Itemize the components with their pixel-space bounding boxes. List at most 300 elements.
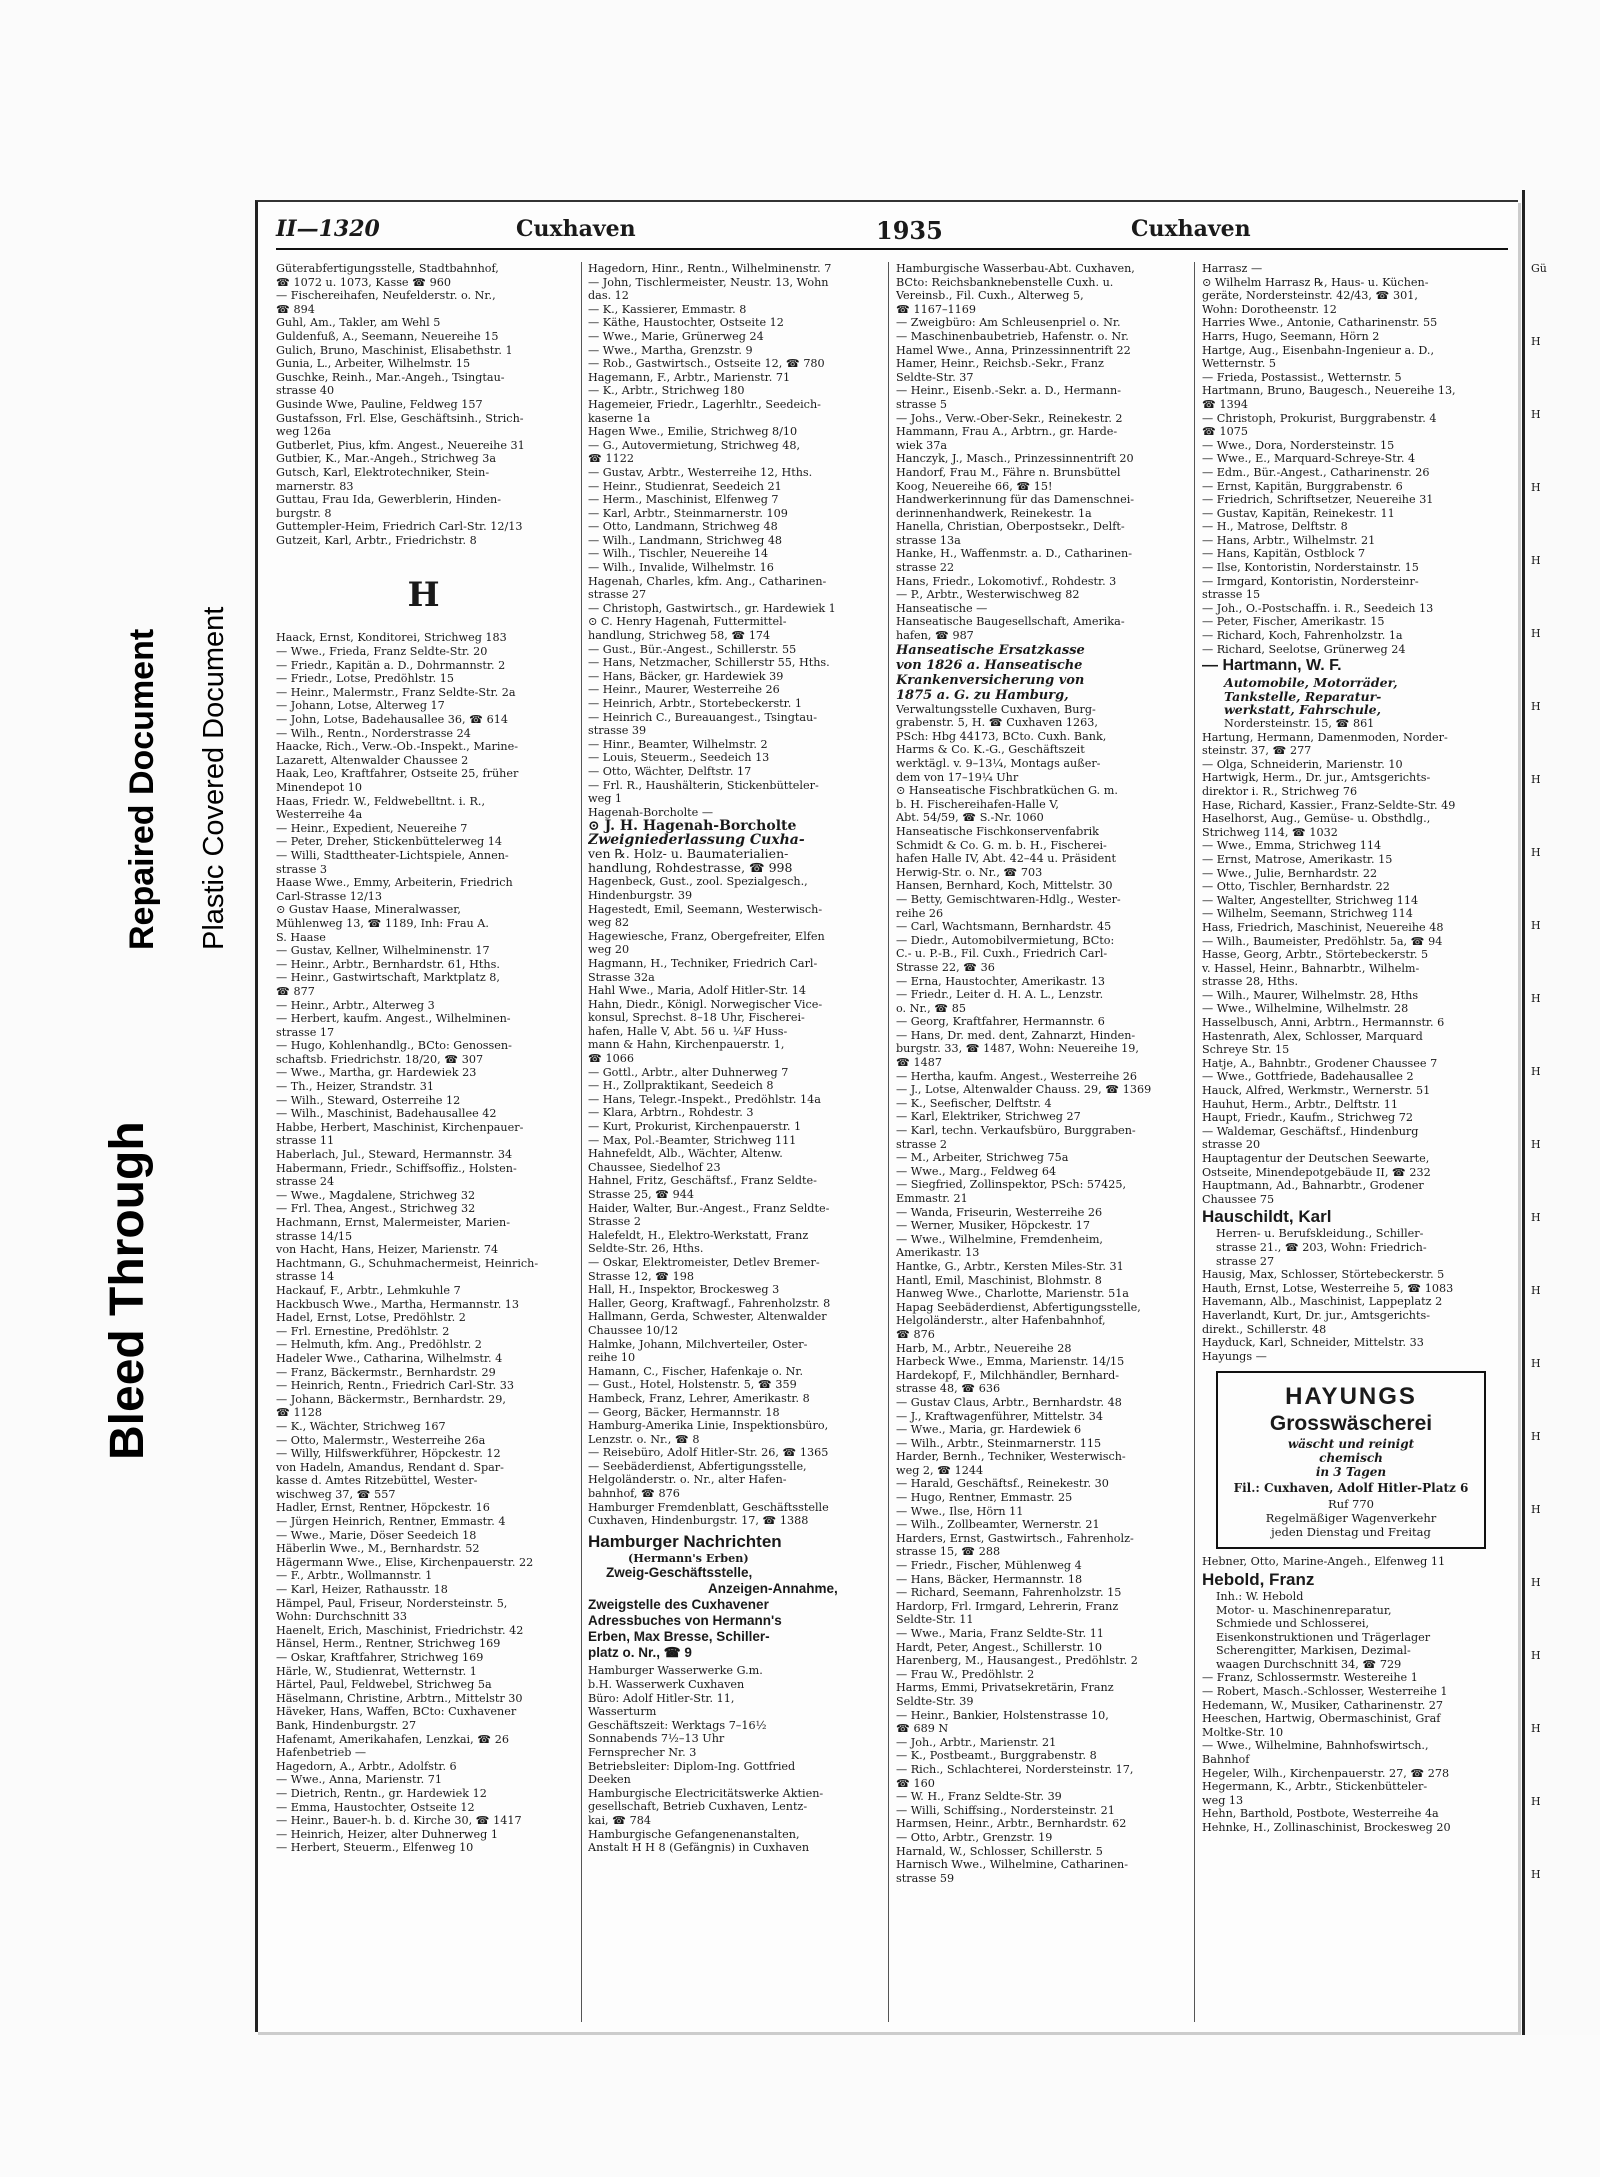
- directory-entry: Halmke, Johann, Milchverteiler, Oster-: [588, 1337, 808, 1351]
- directory-entry: Hagen Wwe., Emilie, Strichweg 8/10: [588, 425, 798, 439]
- page-header: [276, 214, 1508, 250]
- directory-entry: Strasse 22, ☎ 36: [896, 960, 995, 974]
- directory-entry: Gutberlet, Pius, kfm. Angest., Neuereihe 31: [276, 438, 525, 452]
- directory-entry: Helgoländerstr. o. Nr., alter Hafen-: [588, 1473, 787, 1487]
- directory-entry: Schmidt & Co. G. m. b. H., Fischerei-: [896, 838, 1107, 852]
- adjacent-page-letter: H: [1531, 554, 1541, 567]
- directory-entry: Hanseatische —: [896, 601, 988, 615]
- directory-entry: — W. H., Franz Seldte-Str. 39: [896, 1790, 1062, 1804]
- directory-entry: Hegermann, K., Arbtr., Stickenbütteler-: [1202, 1780, 1428, 1794]
- directory-entry: Hambeck, Franz, Lehrer, Amerikastr. 8: [588, 1391, 810, 1405]
- directory-entry: Chaussee 75: [1202, 1192, 1275, 1206]
- directory-entry: — Hans, Bäcker, Hermannstr. 18: [896, 1572, 1083, 1586]
- directory-entry: Hahl Wwe., Maria, Adolf Hitler-Str. 14: [588, 984, 806, 998]
- directory-entry: ☎ 1075: [1202, 425, 1248, 439]
- directory-entry: Hardorp, Frl. Irmgard, Lehrerin, Franz: [896, 1599, 1119, 1613]
- ad-line: ⊙ J. H. Hagenah-Borcholte: [588, 819, 797, 834]
- directory-entry: — Frieda, Postassist., Wetternstr. 5: [1202, 370, 1402, 384]
- directory-entry: — Karl, Heizer, Rathausstr. 18: [276, 1583, 448, 1597]
- directory-page: [255, 200, 1518, 2032]
- directory-entry: Hamburgische Wasserbau-Abt. Cuxhaven,: [896, 262, 1135, 275]
- directory-entry: Hagewiesche, Franz, Obergefreiter, Elfen: [588, 929, 825, 943]
- header-title-left: Cuxhaven: [516, 216, 636, 242]
- directory-entry: — Frau W., Predöhlstr. 2: [896, 1667, 1035, 1681]
- directory-entry: — Frl. Ernestine, Predöhlstr. 2: [276, 1324, 450, 1338]
- directory-entry: — Herbert, Steuerm., Elfenweg 10: [276, 1841, 474, 1855]
- directory-entry: Hagenah, Charles, kfm. Ang., Catharinen-: [588, 574, 827, 588]
- directory-entry: Haack, Ernst, Konditorei, Strichweg 183: [276, 631, 507, 645]
- bleed-through-label: Bleed Through: [101, 1121, 154, 1460]
- directory-entry: Guschke, Reinh., Mar.-Angeh., Tsingtau-: [276, 370, 505, 384]
- directory-entry: Hase, Richard, Kassier., Franz-Seldte-Str. 49: [1202, 798, 1456, 812]
- directory-entry: strasse 48, ☎ 636: [896, 1382, 1001, 1396]
- column-2-entries: [588, 262, 883, 819]
- directory-entry: — Otto, Landmann, Strichweg 48: [588, 520, 778, 534]
- ad-line: Krankenversicherung von: [896, 672, 1085, 688]
- directory-entry: Hämpel, Paul, Friseur, Nordersteinstr. 5,: [276, 1596, 508, 1610]
- directory-entry: Hantl, Emil, Maschinist, Blohmstr. 8: [896, 1273, 1102, 1287]
- directory-entry: — Gust., Hotel, Holstenstr. 5, ☎ 359: [588, 1378, 797, 1392]
- directory-entry: — Olga, Schneiderin, Marienstr. 10: [1202, 757, 1403, 771]
- adjacent-page-letter: H: [1531, 1138, 1541, 1151]
- hartmann-ad: [1202, 656, 1502, 730]
- directory-entry: Hehn, Barthold, Postbote, Westerreihe 4a: [1202, 1807, 1439, 1821]
- directory-entry: b. H. Fischereihafen-Halle V,: [896, 797, 1059, 811]
- directory-entry: Gutbier, K., Mar.-Angeh., Strichweg 3a: [276, 452, 497, 466]
- directory-entry: — Hinr., Beamter, Wilhelmstr. 2: [588, 737, 768, 751]
- directory-entry: ☎ 1487: [896, 1056, 942, 1070]
- directory-entry: — Hugo, Rentner, Emmastr. 25: [896, 1491, 1073, 1505]
- directory-entry: Strasse 25, ☎ 944: [588, 1188, 695, 1201]
- directory-entry: Hackauf, F., Arbtr., Lehmkuhle 7: [276, 1283, 461, 1297]
- directory-entry: — Heinr., Arbtr., Alterweg 3: [276, 998, 435, 1012]
- directory-entry: Hindenburgstr. 39: [588, 888, 693, 902]
- directory-entry: strasse 59: [896, 1871, 955, 1885]
- directory-entry: Chaussee 10/12: [588, 1323, 679, 1337]
- directory-entry: Hauck, Alfred, Werkmstr., Wernerstr. 51: [1202, 1084, 1431, 1098]
- directory-entry: — Johann, Bäckermstr., Bernhardstr. 29,: [276, 1392, 506, 1406]
- ad-line: Motor- u. Maschinenreparatur,: [1216, 1603, 1392, 1617]
- directory-entry: — F., Arbtr., Wollmannstr. 1: [276, 1569, 433, 1583]
- directory-entry: — Hans, Bäcker, gr. Hardewiek 39: [588, 669, 784, 683]
- ad-line: Anzeigen-Annahme,: [708, 1581, 838, 1597]
- directory-entry: — Käthe, Haustochter, Ostseite 12: [588, 316, 784, 330]
- directory-entry: kai, ☎ 784: [588, 1813, 651, 1827]
- directory-entry: — Friedr., Lotse, Predöhlstr. 15: [276, 672, 455, 686]
- directory-entry: Hagedorn, Hinr., Rentn., Wilhelminenstr. 7: [588, 262, 832, 275]
- directory-entry: — Hugo, Kohlenhandlg., BCto: Genossen-: [276, 1039, 512, 1053]
- directory-entry: Hanseatische Fischkonservenfabrik: [896, 824, 1099, 838]
- directory-entry: gesellschaft, Betrieb Cuxhaven, Lentz-: [588, 1800, 808, 1814]
- directory-entry: — Zweigbüro: Am Schleusenpriel o. Nr.: [896, 316, 1121, 330]
- directory-entry: Guhl, Am., Takler, am Wehl 5: [276, 316, 441, 330]
- directory-entry: Haberlach, Jul., Steward, Hermannstr. 34: [276, 1148, 513, 1162]
- adjacent-page-edge: [1522, 190, 1600, 2035]
- directory-entry: — Johs., Verw.-Ober-Sekr., Reinekestr. 2: [896, 411, 1123, 425]
- directory-entry: — Wilh., Maurer, Wilhelmstr. 28, Hths: [1202, 988, 1419, 1002]
- directory-entry: — Wwe., Martha, gr. Hardewiek 23: [276, 1066, 477, 1080]
- directory-entry: Hafenamt, Amerikahafen, Lenzkai, ☎ 26: [276, 1732, 509, 1746]
- directory-entry: — Heinr., Gastwirtschaft, Marktplatz 8,: [276, 971, 500, 985]
- directory-entry: strasse 22: [896, 561, 955, 575]
- directory-entry: — Christoph, Prokurist, Burggrabenstr. 4: [1202, 411, 1437, 425]
- directory-entry: kaserne 1a: [588, 411, 651, 425]
- ad-line: Nordersteinstr. 15, ☎ 861: [1224, 717, 1375, 730]
- directory-entry: Wetternstr. 5: [1202, 357, 1276, 371]
- directory-entry: hafen, ☎ 987: [896, 629, 974, 643]
- directory-entry: Minendepot 10: [276, 781, 363, 794]
- ad-heading: Hauschildt, Karl: [1202, 1207, 1332, 1227]
- ad-line: werkstatt, Fahrschule,: [1224, 703, 1381, 717]
- directory-entry: — Richard, Koch, Fahrenholzstr. 1a: [1202, 629, 1403, 643]
- directory-entry: Hamann, C., Fischer, Hafenkaje o. Nr.: [588, 1364, 804, 1378]
- directory-entry: ☎ 894: [276, 302, 315, 316]
- directory-entry: — Kurt, Prokurist, Kirchenpauerstr. 1: [588, 1120, 802, 1134]
- directory-entry: Hasselbusch, Anni, Arbtrn., Hermannstr. 6: [1202, 1016, 1445, 1030]
- directory-entry: Hahnel, Fritz, Geschäftsf., Franz Seldte-: [588, 1174, 817, 1188]
- directory-entry: Haselhorst, Aug., Gemüse- u. Obsthdlg.,: [1202, 812, 1431, 826]
- directory-entry: BCto: Reichsbanknebenstelle Cuxh. u.: [896, 275, 1114, 289]
- directory-entry: Hamer, Heinr., Reichsb.-Sekr., Franz: [896, 357, 1104, 371]
- column-4-entries-e: [1202, 1671, 1502, 1834]
- directory-entry: Moltke-Str. 10: [1202, 1725, 1284, 1739]
- directory-entry: — Heinr., Maurer, Westerreihe 26: [588, 683, 780, 697]
- ad-line: jeden Dienstag und Freitag: [1271, 1525, 1431, 1540]
- directory-entry: steinstr. 37, ☎ 277: [1202, 744, 1312, 758]
- directory-entry: — K., Postbeamt., Burggrabenstr. 8: [896, 1749, 1097, 1763]
- directory-entry: Deeken: [588, 1773, 631, 1787]
- directory-entry: — Heinrich C., Bureauangest., Tsingtau-: [588, 710, 818, 724]
- directory-entry: — Waldemar, Geschäftsf., Hindenburg: [1202, 1124, 1419, 1138]
- directory-entry: Gunia, L., Arbeiter, Wilhelmstr. 15: [276, 357, 471, 371]
- adjacent-page-letter: H: [1531, 992, 1541, 1005]
- directory-entry: Geschäftszeit: Werktags 7–16½: [588, 1718, 767, 1732]
- directory-entry: Harmsen, Heinr., Arbtr., Bernhardstr. 62: [896, 1817, 1127, 1831]
- directory-entry: Hebner, Otto, Marine-Angeh., Elfenweg 11: [1202, 1555, 1446, 1569]
- directory-entry: Amerikastr. 13: [896, 1246, 980, 1260]
- directory-entry: — Heinrich, Arbtr., Stortebeckerstr. 1: [588, 697, 803, 710]
- directory-entry: — Walter, Angestellter, Strichweg 114: [1202, 893, 1419, 907]
- directory-entry: — Wilh., Invalide, Wilhelmstr. 16: [588, 561, 774, 575]
- directory-entry: Carl-Strasse 12/13: [276, 889, 383, 903]
- ad-line: Herren- u. Berufskleidung., Schiller-: [1216, 1227, 1424, 1241]
- ad-line: Fil.: Cuxhaven, Adolf Hitler-Platz 6: [1233, 1481, 1469, 1496]
- directory-entry: — Heinr., Bauer-h. b. d. Kirche 30, ☎ 1417: [276, 1814, 522, 1828]
- header-title-right: Cuxhaven: [1131, 216, 1251, 242]
- directory-entry: Haupt, Friedr., Kaufm., Strichweg 72: [1202, 1111, 1414, 1125]
- directory-entry: ☎ 1122: [588, 452, 634, 466]
- directory-entry: — K., Arbtr., Strichweg 180: [588, 384, 745, 398]
- directory-entry: Koog, Neuereihe 66, ☎ 15!: [896, 479, 1053, 493]
- adjacent-page-letter: H: [1531, 700, 1541, 713]
- directory-entry: strasse 24: [276, 1175, 335, 1189]
- directory-entry: Hadel, Ernst, Lotse, Predöhlstr. 2: [276, 1311, 466, 1325]
- hebold-ad: [1202, 1569, 1502, 1672]
- column-4: [1202, 262, 1502, 1835]
- directory-entry: wischweg 37, ☎ 557: [276, 1487, 396, 1501]
- column-4-entries-d: [1202, 1555, 1502, 1569]
- directory-entry: Harb, M., Arbtr., Neuereihe 28: [896, 1341, 1072, 1355]
- directory-entry: — John, Tischlermeister, Neustr. 13, Wohn: [588, 275, 829, 289]
- directory-entry: Hamburgische Gefangenenanstalten,: [588, 1827, 800, 1841]
- directory-entry: Seldte-Str. 37: [896, 370, 974, 384]
- directory-entry: — Wilh., Baumeister, Predöhlstr. 5a, ☎ 94: [1202, 934, 1443, 948]
- directory-entry: Heeschen, Hartwig, Obermaschinist, Graf: [1202, 1712, 1441, 1726]
- directory-entry: Hammann, Frau A., Arbtrn., gr. Harde-: [896, 425, 1118, 439]
- directory-entry: weg 1: [588, 792, 623, 806]
- directory-entry: Büro: Adolf Hitler-Str. 11,: [588, 1691, 735, 1705]
- directory-entry: strasse 14: [276, 1270, 335, 1284]
- directory-entry: — Heinr., Expedient, Neuereihe 7: [276, 821, 468, 835]
- directory-entry: — Th., Heizer, Strandstr. 31: [276, 1080, 435, 1094]
- directory-entry: Hartung, Hermann, Damenmoden, Norder-: [1202, 730, 1448, 744]
- directory-entry: — Frl. R., Haushälterin, Stickenbütteler-: [588, 778, 819, 792]
- directory-entry: Hagedorn, A., Arbtr., Adolfstr. 6: [276, 1759, 457, 1773]
- ad-heading: Hamburger Nachrichten: [588, 1531, 782, 1551]
- directory-entry: — John, Lotse, Badehausallee 36, ☎ 614: [276, 713, 508, 727]
- ad-line: Eisenkonstruktionen und Trägerlager: [1216, 1630, 1431, 1644]
- directory-entry: — K., Wächter, Strichweg 167: [276, 1419, 446, 1433]
- directory-entry: — Dietrich, Rentn., gr. Hardewiek 12: [276, 1786, 487, 1800]
- directory-entry: Güterabfertigungsstelle, Stadtbahnhof,: [276, 262, 499, 275]
- directory-entry: — Wilhelm, Seemann, Strichweg 114: [1202, 907, 1413, 921]
- column-2: [588, 262, 883, 1855]
- directory-entry: — Friedr., Kapitän a. D., Dohrmannstr. 2: [276, 658, 506, 672]
- ad-line: Schmiede und Schlosserei,: [1216, 1617, 1370, 1631]
- ad-line: Scherengitter, Markisen, Dezimal-: [1216, 1644, 1411, 1658]
- directory-entry: — Franz, Bäckermstr., Bernhardstr. 29: [276, 1365, 496, 1379]
- directory-entry: — Herm., Maschinist, Elfenweg 7: [588, 493, 779, 507]
- directory-entry: — Carl, Wachtsmann, Bernhardstr. 45: [896, 920, 1112, 934]
- directory-entry: — Joh., Arbtr., Marienstr. 21: [896, 1735, 1057, 1749]
- directory-entry: — Rob., Gastwirtsch., Ostseite 12, ☎ 780: [588, 357, 825, 371]
- ad-line: Zweigniederlassung Cuxha-: [588, 833, 805, 848]
- adjacent-page-letter: H: [1531, 1284, 1541, 1297]
- directory-entry: — Karl, techn. Verkaufsbüro, Burggraben-: [896, 1124, 1136, 1138]
- directory-entry: — Heinr., Malermstr., Franz Seldte-Str. 2a: [276, 685, 516, 699]
- adjacent-page-letter: H: [1531, 846, 1541, 859]
- directory-entry: Bank, Hindenburgstr. 27: [276, 1718, 417, 1732]
- directory-entry: Hagmann, H., Techniker, Friedrich Carl-: [588, 956, 818, 970]
- directory-entry: Harnisch Wwe., Wilhelmine, Catharinen-: [896, 1858, 1129, 1872]
- directory-entry: Mühlenweg 13, ☎ 1189, Inh: Frau A.: [276, 916, 489, 930]
- directory-entry: — Wilh., Landmann, Strichweg 48: [588, 533, 783, 547]
- directory-entry: — Wilh., Tischler, Neuereihe 14: [588, 547, 769, 561]
- directory-entry: — Siegfried, Zollinspektor, PSch: 57425,: [896, 1178, 1127, 1192]
- directory-entry: strasse 5: [896, 397, 948, 411]
- directory-entry: — H., Matrose, Delftstr. 8: [1202, 520, 1348, 534]
- ad-line: Regelmäßiger Wagenverkehr: [1265, 1511, 1437, 1526]
- column-2-entries-b: [588, 875, 883, 1528]
- directory-entry: — Wwe., Wilhelmine, Fremdenheim,: [896, 1232, 1103, 1246]
- ad-line: (Hermann's Erben): [628, 1551, 749, 1565]
- directory-entry: — Wanda, Friseurin, Westerreihe 26: [896, 1205, 1103, 1219]
- directory-entry: Hegeler, Wilh., Kirchenpauerstr. 27, ☎ 278: [1202, 1766, 1450, 1780]
- directory-entry: strasse 2: [896, 1137, 948, 1151]
- directory-entry: — Frl. Thea, Angest., Strichweg 32: [276, 1202, 476, 1216]
- directory-entry: — Seebäderdienst, Abfertigungsstelle,: [588, 1459, 807, 1473]
- directory-entry: Emmastr. 21: [896, 1192, 968, 1205]
- directory-entry: mann & Hahn, Kirchenpauerstr. 1,: [588, 1038, 785, 1052]
- ad-line: Zweigstelle des Cuxhavener: [588, 1597, 769, 1613]
- directory-entry: Haller, Georg, Kraftwagf., Fahrenholzstr. 8: [588, 1296, 831, 1310]
- directory-entry: — Georg, Kraftfahrer, Hermannstr. 6: [896, 1015, 1105, 1029]
- directory-entry: Harbeck Wwe., Emma, Marienstr. 14/15: [896, 1355, 1125, 1369]
- directory-entry: Hamel Wwe., Anna, Prinzessinnentrift 22: [896, 343, 1131, 357]
- directory-entry: — K., Seefischer, Delftstr. 4: [896, 1096, 1052, 1110]
- directory-entry: Hayduck, Karl, Schneider, Mittelstr. 33: [1202, 1336, 1424, 1350]
- directory-entry: — Max, Pol.-Beamter, Strichweg 111: [588, 1133, 797, 1147]
- directory-entry: — Ernst, Kapitän, Burggrabenstr. 6: [1202, 479, 1403, 493]
- directory-entry: — Gustav Claus, Arbtr., Bernhardstr. 48: [896, 1395, 1122, 1409]
- directory-entry: — Hertha, kaufm. Angest., Westerreihe 26: [896, 1069, 1138, 1083]
- directory-entry: Hafenbetrieb —: [276, 1746, 367, 1760]
- directory-entry: — Betty, Gemischtwaren-Hdlg., Wester-: [896, 892, 1121, 906]
- directory-entry: S. Haase: [276, 930, 326, 944]
- directory-entry: Wohn: Durchschnitt 33: [276, 1610, 407, 1624]
- directory-entry: werktägl. v. 9–13¼, Montags außer-: [896, 757, 1101, 770]
- plastic-covered-label: Plastic Covered Document: [198, 606, 230, 950]
- directory-entry: — Gustav, Kapitän, Reinekestr. 11: [1202, 506, 1395, 520]
- directory-entry: handlung, Strichweg 58, ☎ 174: [588, 629, 771, 643]
- directory-entry: Hedemann, W., Musiker, Catharinenstr. 27: [1202, 1698, 1444, 1712]
- directory-entry: — Joh., O.-Postschaffn. i. R., Seedeich 13: [1202, 601, 1434, 615]
- directory-entry: Hamburger Fremdenblatt, Geschäftsstelle: [588, 1500, 829, 1514]
- directory-entry: Gusinde Wwe, Pauline, Feldweg 157: [276, 397, 483, 411]
- directory-entry: — Robert, Masch.-Schlosser, Westerreihe 1: [1202, 1685, 1448, 1699]
- directory-entry: Hamburg-Amerika Linie, Inspektionsbüro,: [588, 1419, 829, 1433]
- directory-entry: Hamburgische Electricitätswerke Aktien-: [588, 1786, 824, 1800]
- directory-entry: — Heinr., Bankier, Holstenstrasse 10,: [896, 1708, 1109, 1722]
- directory-entry: strasse 17: [276, 1025, 335, 1039]
- ad-line: Ruf 770: [1328, 1497, 1374, 1512]
- directory-entry: — Wwe., Emma, Strichweg 114: [1202, 839, 1382, 853]
- directory-entry: Hasse, Georg, Arbtr., Störtebeckerstr. 5: [1202, 948, 1429, 962]
- directory-entry: — Friedrich, Schriftsetzer, Neuereihe 31: [1202, 493, 1434, 507]
- directory-entry: b.H. Wasserwerk Cuxhaven: [588, 1678, 745, 1692]
- directory-entry: Hehnke, H., Zollinaschinist, Brockesweg 20: [1202, 1821, 1451, 1834]
- directory-entry: — Wwe., Julie, Bernhardstr. 22: [1202, 866, 1378, 880]
- ad-line: Adressbuches von Hermann's: [588, 1613, 782, 1629]
- directory-entry: Hartwigk, Herm., Dr. jur., Amtsgerichts-: [1202, 771, 1431, 785]
- directory-entry: burgstr. 8: [276, 506, 332, 520]
- directory-entry: PSch: Hbg 44173, BCto. Cuxh. Bank,: [896, 729, 1107, 743]
- ad-line: von 1826 a. Hanseatische: [896, 657, 1083, 673]
- directory-entry: ☎ 1128: [276, 1406, 322, 1420]
- directory-entry: — K., Kassierer, Emmastr. 8: [588, 302, 747, 316]
- directory-entry: Hahnefeldt, Alb., Wächter, Altenw.: [588, 1147, 783, 1161]
- directory-entry: Haas, Friedr. W., Feldwebelltnt. i. R.,: [276, 794, 486, 808]
- directory-entry: Haenelt, Erich, Maschinist, Friedrichstr. 42: [276, 1623, 524, 1637]
- ad-heading: — Hartmann, W. F.: [1202, 657, 1342, 675]
- directory-entry: Hantke, G., Arbtr., Kersten Miles-Str. 31: [896, 1259, 1124, 1273]
- directory-entry: Hadler, Ernst, Rentner, Höpckestr. 16: [276, 1501, 490, 1515]
- directory-entry: — Heinr., Arbtr., Bernhardstr. 61, Hths.: [276, 957, 500, 971]
- directory-entry: — Ilse, Kontoristin, Norderstainstr. 15: [1202, 561, 1419, 575]
- directory-entry: — Ernst, Matrose, Amerikastr. 15: [1202, 852, 1393, 866]
- directory-entry: — Wwe., Frieda, Franz Seldte-Str. 20: [276, 645, 488, 659]
- directory-entry: Hans, Friedr., Lokomotivf., Rohdestr. 3: [896, 574, 1117, 588]
- directory-entry: Hardekopf, F., Milchhändler, Bernhard-: [896, 1368, 1120, 1382]
- adjacent-page-letter: H: [1531, 1649, 1541, 1662]
- directory-entry: Härle, W., Studienrat, Wetternstr. 1: [276, 1664, 477, 1678]
- directory-entry: — Wilh., Rentn., Norderstrasse 24: [276, 726, 471, 740]
- directory-entry: weg 20: [588, 943, 630, 957]
- ad-line: Automobile, Motorräder,: [1224, 676, 1398, 690]
- directory-entry: grabenstr. 5, H. ☎ Cuxhaven 1263,: [896, 716, 1098, 730]
- directory-entry: marnerstr. 83: [276, 479, 354, 493]
- directory-entry: wiek 37a: [896, 438, 948, 452]
- directory-entry: — Willi, Stadttheater-Lichtspiele, Annen-: [276, 848, 509, 862]
- directory-entry: Hachmann, Ernst, Malermeister, Marien-: [276, 1216, 510, 1229]
- ad-line: ven ℞. Holz- u. Baumaterialien-: [588, 847, 789, 862]
- directory-entry: — Georg, Bäcker, Hermannstr. 18: [588, 1405, 780, 1419]
- directory-entry: direkt., Schillerstr. 48: [1202, 1322, 1327, 1336]
- directory-entry: weg 13: [1202, 1793, 1244, 1807]
- directory-entry: Häberlin Wwe., M., Bernhardstr. 52: [276, 1542, 480, 1556]
- directory-entry: Hass, Friedrich, Maschinist, Neuereihe 48: [1202, 920, 1444, 934]
- directory-entry: — Gustav, Arbtr., Westerreihe 12, Hths.: [588, 465, 813, 479]
- directory-entry: Häselmann, Christine, Arbtrn., Mittelstr 30: [276, 1691, 523, 1705]
- directory-entry: — Wilh., Maschinist, Badehausallee 42: [276, 1107, 497, 1121]
- ad-line: Hanseatische Ersatzkasse: [896, 642, 1085, 658]
- section-letter: H: [407, 575, 440, 616]
- ad-line: in 3 Tagen: [1315, 1465, 1387, 1480]
- ad-line: chemisch: [1319, 1451, 1383, 1466]
- directory-entry: Westerreihe 4a: [276, 808, 363, 822]
- directory-entry: — Wwe., Maria, Franz Seldte-Str. 11: [896, 1627, 1104, 1640]
- directory-entry: v. Hassel, Heinr., Bahnarbtr., Wilhelm-: [1202, 961, 1420, 975]
- adjacent-page-letter: H: [1531, 408, 1541, 421]
- directory-entry: — Peter, Fischer, Amerikastr. 15: [1202, 615, 1385, 629]
- directory-entry: Vereinsb., Fil. Cuxh., Alterweg 5,: [896, 289, 1084, 303]
- adjacent-page-letter: H: [1531, 1503, 1541, 1516]
- directory-entry: — Wwe., Marg., Feldweg 64: [896, 1164, 1057, 1178]
- directory-entry: Strasse 32a: [588, 970, 655, 984]
- directory-entry: strasse 28, Hths.: [1202, 975, 1299, 989]
- directory-entry: — Otto, Arbtr., Grenzstr. 19: [896, 1830, 1053, 1844]
- directory-entry: Hanella, Christian, Oberpostsekr., Delft-: [896, 520, 1125, 534]
- directory-entry: Sonnabends 7½–13 Uhr: [588, 1732, 725, 1746]
- directory-entry: Hadeler Wwe., Catharina, Wilhelmstr. 4: [276, 1351, 503, 1365]
- directory-entry: Gulich, Bruno, Maschinist, Elisabethstr. 1: [276, 343, 513, 357]
- ad-line: 1875 a. G. zu Hamburg,: [896, 687, 1069, 703]
- directory-entry: — Richard, Seelotse, Grünerweg 24: [1202, 642, 1406, 656]
- ad-line: Grosswäscherei: [1269, 1412, 1433, 1436]
- directory-entry: Gustafsson, Frl. Else, Geschäftsinh., Strich-: [276, 411, 524, 425]
- adjacent-page-letter: H: [1531, 1065, 1541, 1078]
- directory-entry: weg 126a: [276, 425, 331, 439]
- directory-entry: Hackbusch Wwe., Martha, Hermannstr. 13: [276, 1297, 520, 1311]
- ad-line: Erben, Max Bresse, Schiller-: [588, 1629, 770, 1645]
- directory-entry: Hanweg Wwe., Charlotte, Marienstr. 51a: [896, 1287, 1129, 1301]
- directory-entry: Hanseatische Baugesellschaft, Amerika-: [896, 615, 1125, 629]
- directory-entry: strasse 3: [276, 862, 328, 876]
- directory-entry: — Heinr., Eisenb.-Sekr. a. D., Hermann-: [896, 384, 1122, 398]
- directory-entry: Handwerkerinnung für das Damenschnei-: [896, 493, 1135, 507]
- directory-entry: — Reisebüro, Adolf Hitler-Str. 26, ☎ 1365: [588, 1446, 829, 1460]
- directory-entry: — Wwe., Gottfriede, Badehausallee 2: [1202, 1070, 1414, 1084]
- directory-entry: direktor i. R., Strichweg 76: [1202, 784, 1358, 798]
- directory-entry: ☎ 1394: [1202, 397, 1248, 411]
- directory-entry: — Hans, Telegr.-Inspekt., Predöhlstr. 14a: [588, 1092, 821, 1106]
- ad-line: HAYUNGS: [1285, 1383, 1417, 1411]
- directory-entry: — Wwe., Ilse, Hörn 11: [896, 1504, 1024, 1518]
- column-1: [276, 262, 571, 1855]
- directory-entry: Hagemann, F., Arbtr., Marienstr. 71: [588, 370, 791, 384]
- directory-entry: strasse 20: [1202, 1138, 1261, 1152]
- hauschildt-ad: [1202, 1206, 1502, 1268]
